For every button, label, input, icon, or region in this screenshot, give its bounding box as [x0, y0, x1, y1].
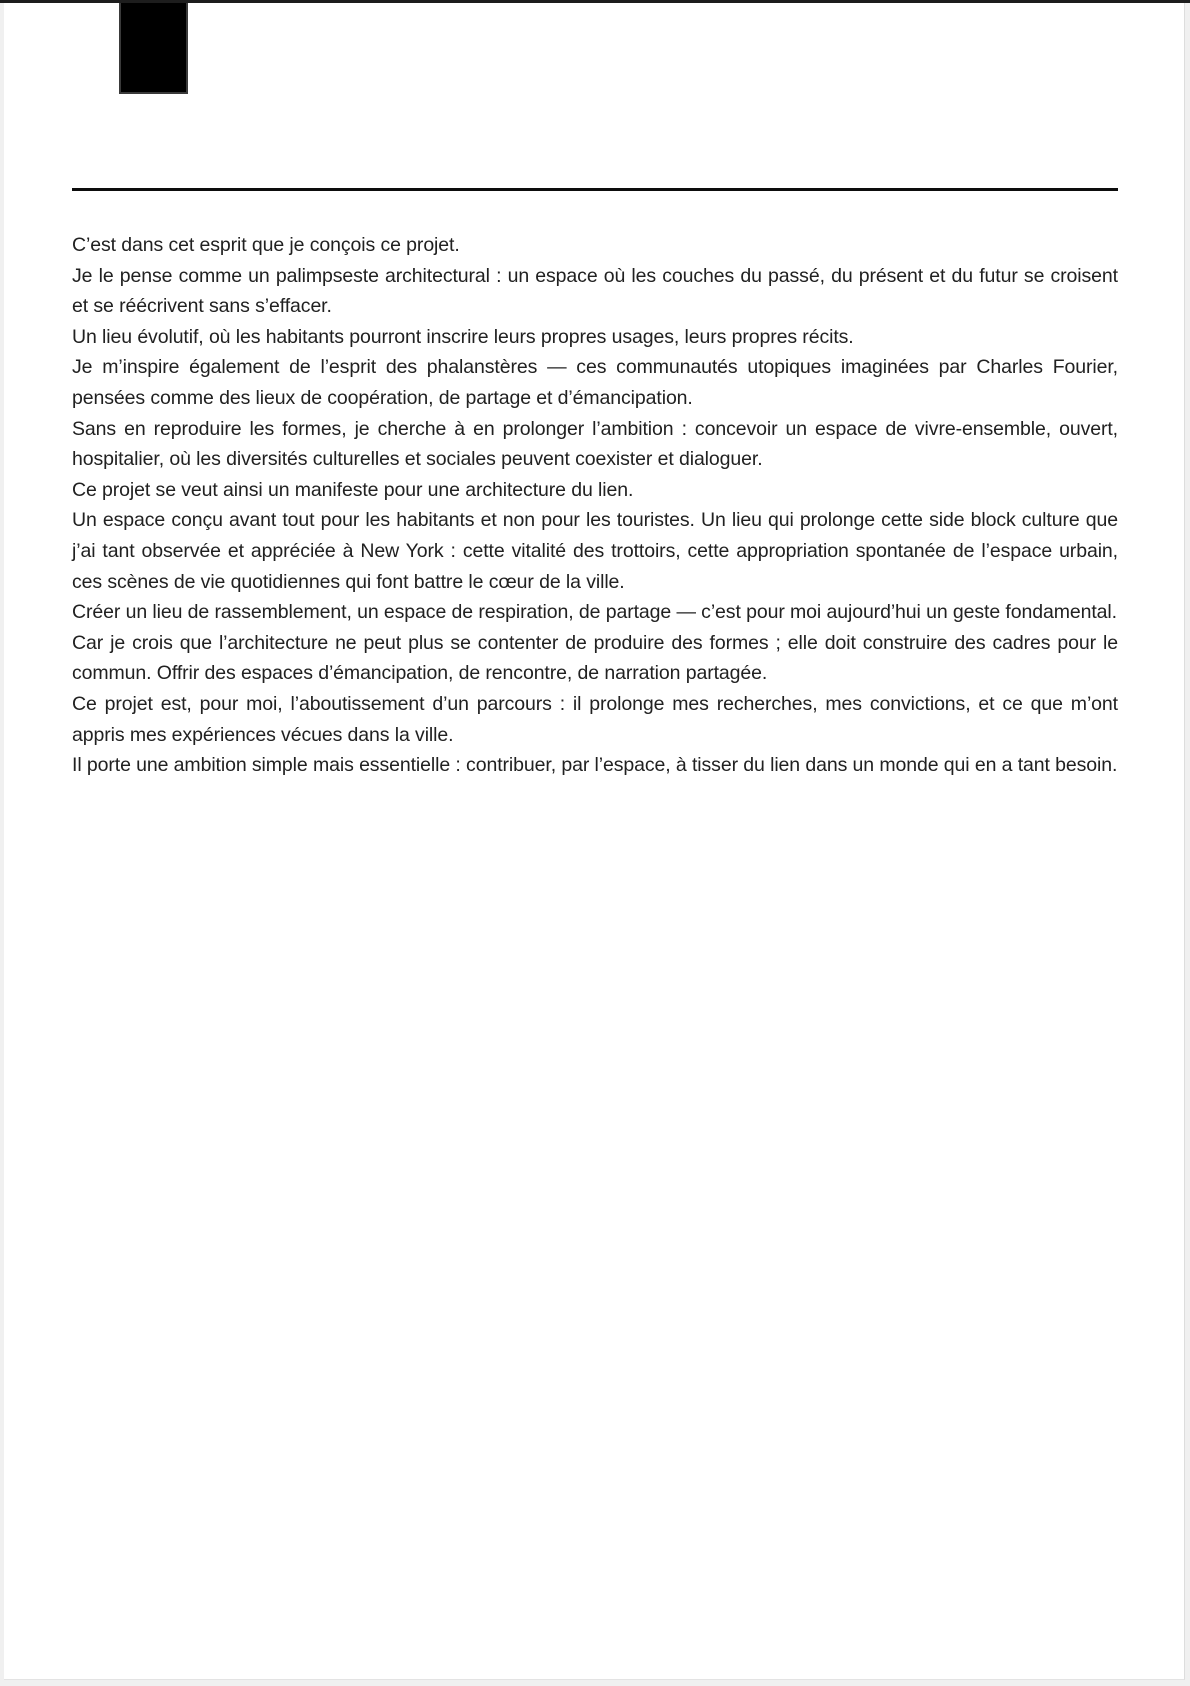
document-body [72, 230, 1118, 781]
document-page [4, 0, 1185, 1680]
paragraph: Sans en reproduire les formes, je cherche à en prolonger l’ambition : concevoir un espace de vivre-ensemble, ouvert, hospitalier, où les diversités culturelles et sociales peuvent coexister et dialoguer. [72, 417, 1118, 471]
top-edge-bar [0, 0, 1190, 3]
horizontal-divider [72, 188, 1118, 191]
paragraph: Il porte une ambition simple mais essentielle : contribuer, par l’espace, à tisser du lien dans un monde qui en a tant besoin. [72, 754, 1118, 777]
paragraph: C’est dans cet esprit que je conçois ce projet. [72, 234, 460, 256]
paragraph: Un espace conçu avant tout pour les habitants et non pour les touristes. Un lieu qui prolonge cette side block culture que j’ai tant observée et appréciée à New York : cette vitalité des trottoirs, cette appropriation spontanée de l’espace urbain, ces scènes de vie quotidiennes qui font battre le cœur de la ville. [72, 509, 1118, 593]
paragraph: Ce projet se veut ainsi un manifeste pour une architecture du lien. [72, 478, 634, 501]
logo-placeholder [119, 0, 188, 94]
paragraph: Car je crois que l’architecture ne peut plus se contenter de produire des formes ; elle doit construire des cadres pour le commun. Offrir des espaces d’émancipation, de rencontre, de narration partagée. [72, 631, 1118, 685]
paragraph: Je m’inspire également de l’esprit des phalanstères — ces communautés utopiques imaginées par Charles Fourier, pensées comme des lieux de coopération, de partage et d’émancipation. [72, 356, 1118, 409]
paragraph: Un lieu évolutif, où les habitants pourront inscrire leurs propres usages, leurs propres récits. [72, 325, 854, 348]
paragraph: Ce projet est, pour moi, l’aboutissement d’un parcours : il prolonge mes recherches, mes convictions, et ce que m’ont appris mes expériences vécues dans la ville. [72, 692, 1118, 746]
paragraph: Créer un lieu de rassemblement, un espace de respiration, de partage — c’est pour moi aujourd’hui un geste fondamental. [72, 601, 1117, 624]
paragraph: Je le pense comme un palimpseste architectural : un espace où les couches du passé, du présent et du futur se croisent et se réécrivent sans s’effacer. [72, 264, 1118, 318]
